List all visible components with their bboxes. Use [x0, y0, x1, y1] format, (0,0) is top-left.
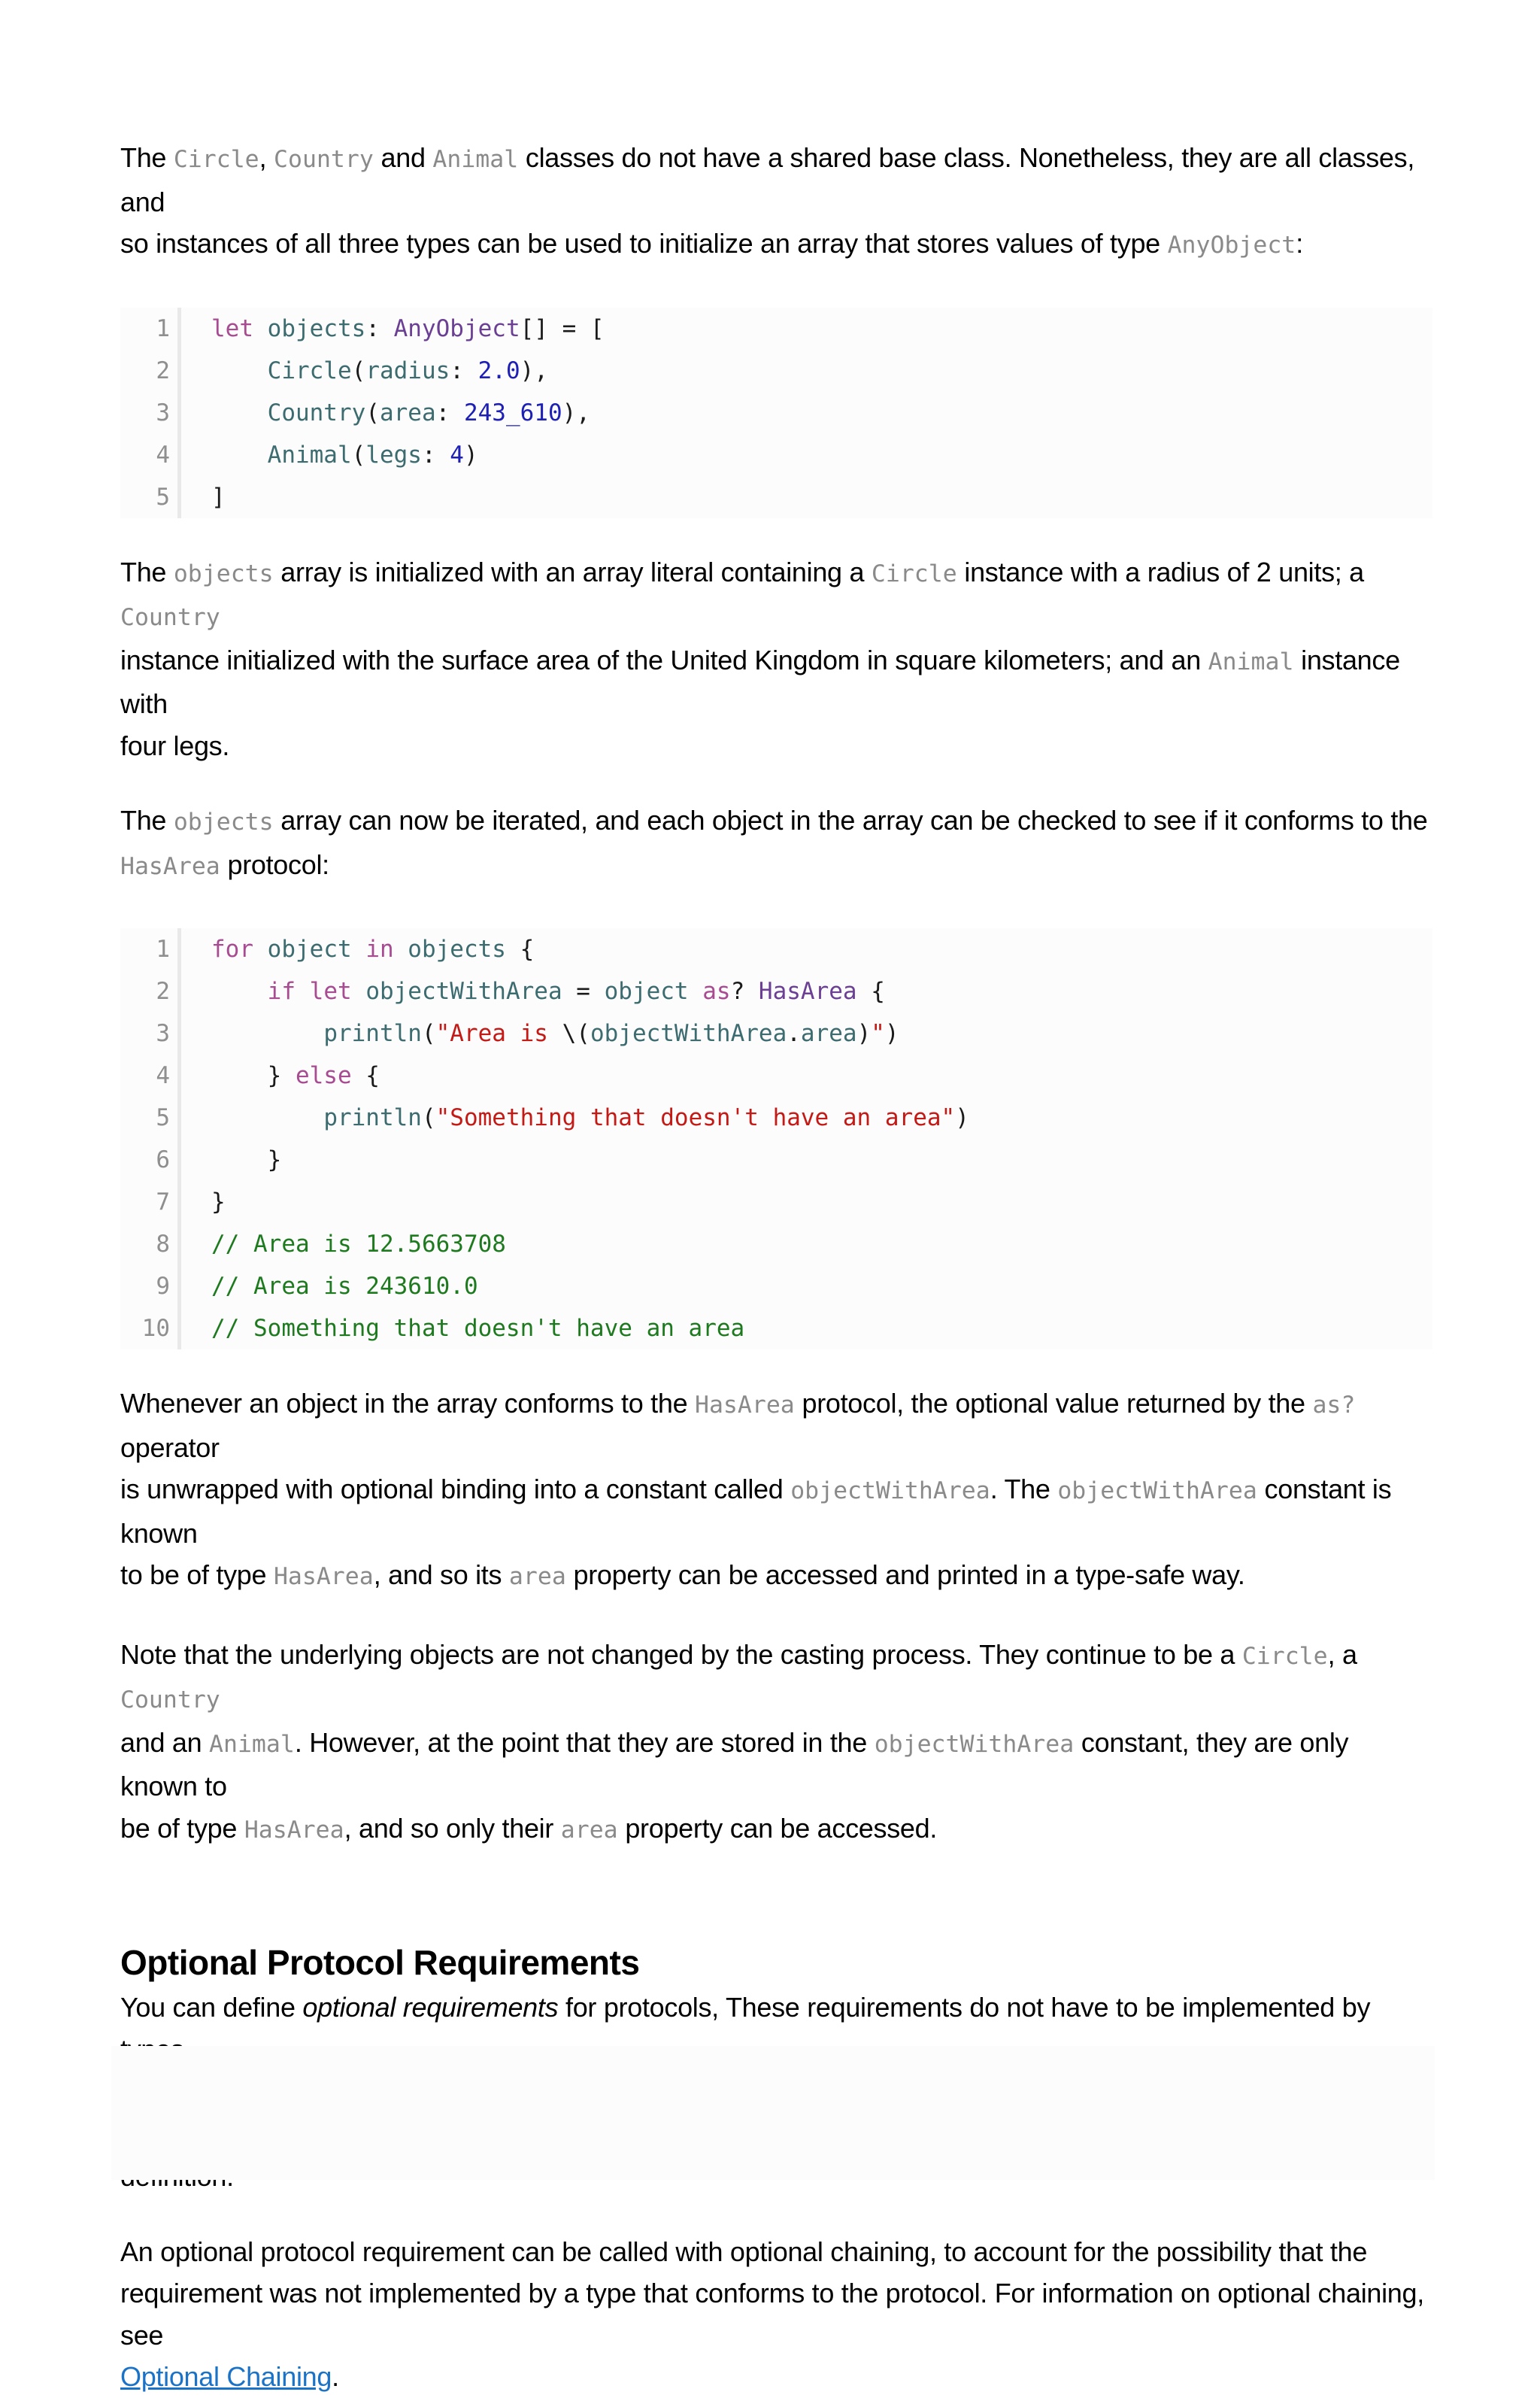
- inline-code: Country: [120, 1686, 220, 1714]
- code-block-objects-array: [120, 308, 1432, 518]
- code-lines: [181, 308, 605, 518]
- code-line: for object in objects {: [211, 936, 535, 963]
- line-number: 5: [156, 1104, 170, 1131]
- line-number: 8: [156, 1231, 170, 1258]
- code-line: Animal(legs: 4): [267, 441, 478, 469]
- code-comment-line: // Something that doesn't have an area: [211, 1315, 745, 1342]
- code-line: }: [211, 1188, 226, 1216]
- code-line: }: [267, 1146, 282, 1173]
- line-number-gutter: [120, 308, 181, 518]
- inline-code: Country: [274, 146, 374, 173]
- paragraph-optional-chaining: An optional protocol requirement can be called with optional chaining, to account for the possibility that the requirement was not implemented by a type that conforms to the protocol. For information on optional chaining, see Optional Chaining.: [120, 2236, 1424, 2392]
- emphasis: optional requirements: [302, 1992, 559, 2023]
- inline-code: HasArea: [273, 1563, 374, 1590]
- line-number: 7: [156, 1188, 170, 1216]
- inline-code: HasArea: [695, 1392, 795, 1419]
- inline-code: area: [508, 1563, 566, 1590]
- inline-code: Circle: [173, 146, 259, 173]
- code-line: } else {: [267, 1062, 380, 1089]
- line-number: 2: [156, 357, 170, 384]
- line-number: 1: [156, 314, 170, 342]
- code-line: println("Something that doesn't have an area"): [323, 1104, 969, 1131]
- inline-code: Circle: [871, 560, 957, 587]
- paragraph-objects-iterated: The objects array can now be iterated, and each object in the array can be checked to see if it conforms to the HasArea protocol:: [120, 805, 1428, 880]
- inline-code: Animal: [209, 1730, 295, 1758]
- code-line: if let objectWithArea = object as? HasArea {: [267, 978, 885, 1005]
- code-line: Country(area: 243_610),: [267, 399, 590, 426]
- inline-code: Country: [120, 604, 220, 631]
- paragraph-optional-requirements: You can define optional requirements for protocols, These requirements do not have to be implemented by: [120, 1987, 1432, 2198]
- line-number: 5: [156, 483, 170, 511]
- inline-code: objectWithArea: [1057, 1477, 1257, 1504]
- inline-code: objects: [173, 809, 274, 836]
- paragraph-shared-base-class: The Circle, Country and Animal classes do not have a shared base class. Nonetheless, they are all classes, and so instances of all three types can be used to initialize an array that stores values of type AnyObject:: [120, 142, 1415, 259]
- paragraph-conforms-hasarea: Whenever an object in the array conforms to the HasArea protocol, the optional value returned by the as? operator is unwrapped with optional binding into a constant called objectWithArea. The objectWithArea constant is known to be of type HasArea, and so its area property can be accessed and printed in a type-safe way.: [120, 1388, 1392, 1590]
- code-line: let objects: AnyObject[] = [: [211, 314, 605, 342]
- line-number-gutter: [120, 928, 181, 1349]
- line-number: 10: [141, 1315, 170, 1342]
- inline-code: Animal: [1208, 648, 1294, 675]
- line-number: 1: [156, 936, 170, 963]
- section-heading: Optional Protocol Requirements: [120, 1943, 640, 1982]
- paragraph-underlying-objects: Note that the underlying objects are not changed by the casting process. They continue to be a Circle, a Country and an Animal. However, at the point that they are stored in the objectWithArea constant, they are only known to be of type HasArea, and so only their area property can be accessed.: [120, 1638, 1357, 1844]
- code-lines: [181, 928, 969, 1349]
- inline-code: HasArea: [244, 1816, 344, 1844]
- line-number: 9: [156, 1273, 170, 1300]
- line-number: 3: [156, 1020, 170, 1047]
- code-comment-line: // Area is 243610.0: [211, 1273, 478, 1300]
- line-number: 3: [156, 399, 170, 426]
- line-number: 4: [156, 1062, 170, 1089]
- inline-code: HasArea: [120, 852, 220, 880]
- inline-code: Circle: [1241, 1642, 1328, 1670]
- inline-code: as?: [1312, 1392, 1356, 1419]
- line-number: 6: [156, 1146, 170, 1173]
- code-block-for-loop: [120, 928, 1432, 1349]
- inline-code: objectWithArea: [790, 1477, 990, 1504]
- code-line: println("Area is \(objectWithArea.area)"): [323, 1020, 899, 1047]
- code-line: ]: [211, 483, 226, 511]
- inline-code: AnyObject: [1167, 232, 1296, 259]
- code-block-continuation: [111, 2046, 1435, 2180]
- inline-code: Animal: [432, 146, 519, 173]
- inline-code: objectWithArea: [874, 1730, 1075, 1758]
- inline-code: objects: [173, 560, 274, 587]
- line-number: 2: [156, 978, 170, 1005]
- code-line: Circle(radius: 2.0),: [267, 357, 548, 384]
- optional-chaining-link[interactable]: Optional Chaining: [120, 2361, 332, 2392]
- inline-code: area: [560, 1816, 618, 1844]
- paragraph-objects-initialized: The objects array is initialized with an array literal containing a Circle instance with a radius of 2 units; a Country instance initialized with the surface area of the United Kingdom in square kilometers; and an Animal instance with four legs.: [120, 556, 1400, 761]
- line-number: 4: [156, 441, 170, 469]
- code-comment-line: // Area is 12.5663708: [211, 1231, 506, 1258]
